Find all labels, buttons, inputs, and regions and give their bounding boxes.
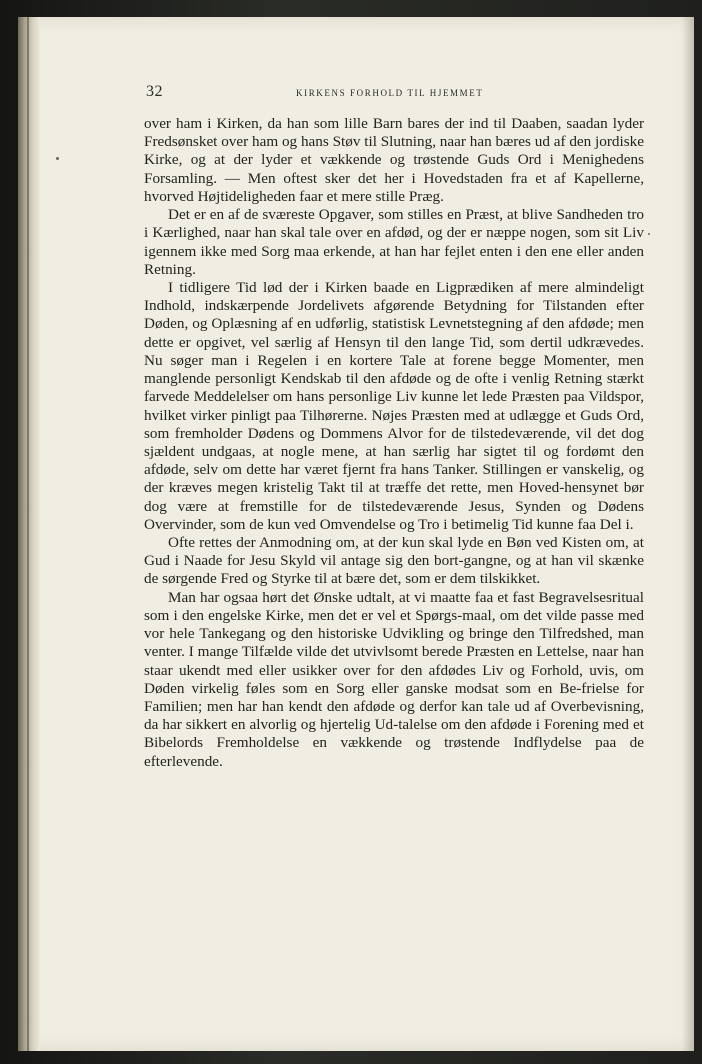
page-gutter	[18, 17, 40, 1051]
page-edge-shadow	[682, 17, 694, 1051]
print-speck	[648, 233, 650, 235]
paragraph: Det er en af de sværeste Opgaver, som stilles en Præst, at blive Sandheden tro i Kærlighed, naar han skal tale over en afdød, og der er næppe nogen, som sit Liv igennem ikke med Sorg maa erkende, at han har fejlet enten i den ene eller anden Retning.	[144, 206, 644, 278]
running-head: KIRKENS FORHOLD TIL HJEMMET	[296, 88, 484, 98]
page-number: 32	[146, 83, 163, 100]
print-speck	[56, 157, 59, 160]
body-text	[144, 115, 644, 771]
paragraph: over ham i Kirken, da han som lille Barn bares der ind til Daaben, saadan lyder Fredsønsket over ham og hans Støv til Slutning, naar han bæres ud af den jordiske Kirke, og at der lyder et vækkende og trøstende Guds Ord i Menighedens Forsamling. — Men oftest sker det her i Hovedstaden fra et af Kapellerne, hvorved Højtideligheden faar et mere stille Præg.	[144, 115, 644, 205]
paragraph: Man har ogsaa hørt det Ønske udtalt, at vi maatte faa et fast Begravelsesritual som i den engelske Kirke, men det er vel et Spørgs-maal, om det vilde passe med vor hele Tankegang og den historiske Udvikling og bringe den Tilfredshed, man venter. I mange Tilfælde vilde det utvivlsomt berede Præsten en Lettelse, naar han staar ukendt med eller usikker over for den afdødes Liv og Forhold, uvis, om Døden virkelig føles som en Sorg eller ganske modsat som en Be-frielse for Familien; men har han kendt den afdøde og derfor kan tale ud af Overbevisning, da har sikkert en alvorlig og hjertelig Ud-talelse om den afdøde i Forening med et Bibelords Fremholdelse en vækkende og trøstende Indflydelse paa de efterlevende.	[144, 588, 644, 770]
page-header	[146, 83, 658, 105]
paragraph: Ofte rettes der Anmodning om, at der kun skal lyde en Bøn ved Kisten om, at Gud i Naade for Jesu Skyld vil antage sig den bort-gangne, og at han vil skænke de sørgende Fred og Styrke til at bære det, som er dem tilskikket.	[144, 534, 644, 588]
binding-line	[27, 17, 29, 1051]
paragraph: I tidligere Tid lød der i Kirken baade en Ligprædiken af mere almindeligt Indhold, indskærpende Jordelivets afgørende Betydning for Tilstanden efter Døden, og Oplæsning af en udførlig, statistisk Levnetstegning af den afdøde; men dette er opgivet, vel særlig af Hensyn til den lange Tid, som dertil udkrævedes. Nu søger man i Regelen i en kortere Tale at forene begge Momenter, men manglende personligt Kendskab til den afdøde og de ofte i venlig Retning stærkt farvede Meddelelser om hans personlige Liv kunne let lede Præsten paa Vildspor, hvilket virker pinligt paa Tilhørerne. Nøjes Præsten med at udlægge et Guds Ord, som fremholder Dødens og Dommens Alvor for de tilstedeværende, vil det dog sjældent undgaas, at nogle mene, at han særlig har sigtet til og fordømt den afdøde, selv om dette har været fjernt fra hans Tanker. Stillingen er vanskelig, og der kræves megen kristelig Takt til at træffe det rette, men Hoved-hensynet bør dog være at fremstille for de tilstedeværende Jesus, Synden og Dødens Overvinder, som de kun ved Omvendelse og Tro i betimelig Tid kunne faa Del i.	[144, 278, 644, 533]
